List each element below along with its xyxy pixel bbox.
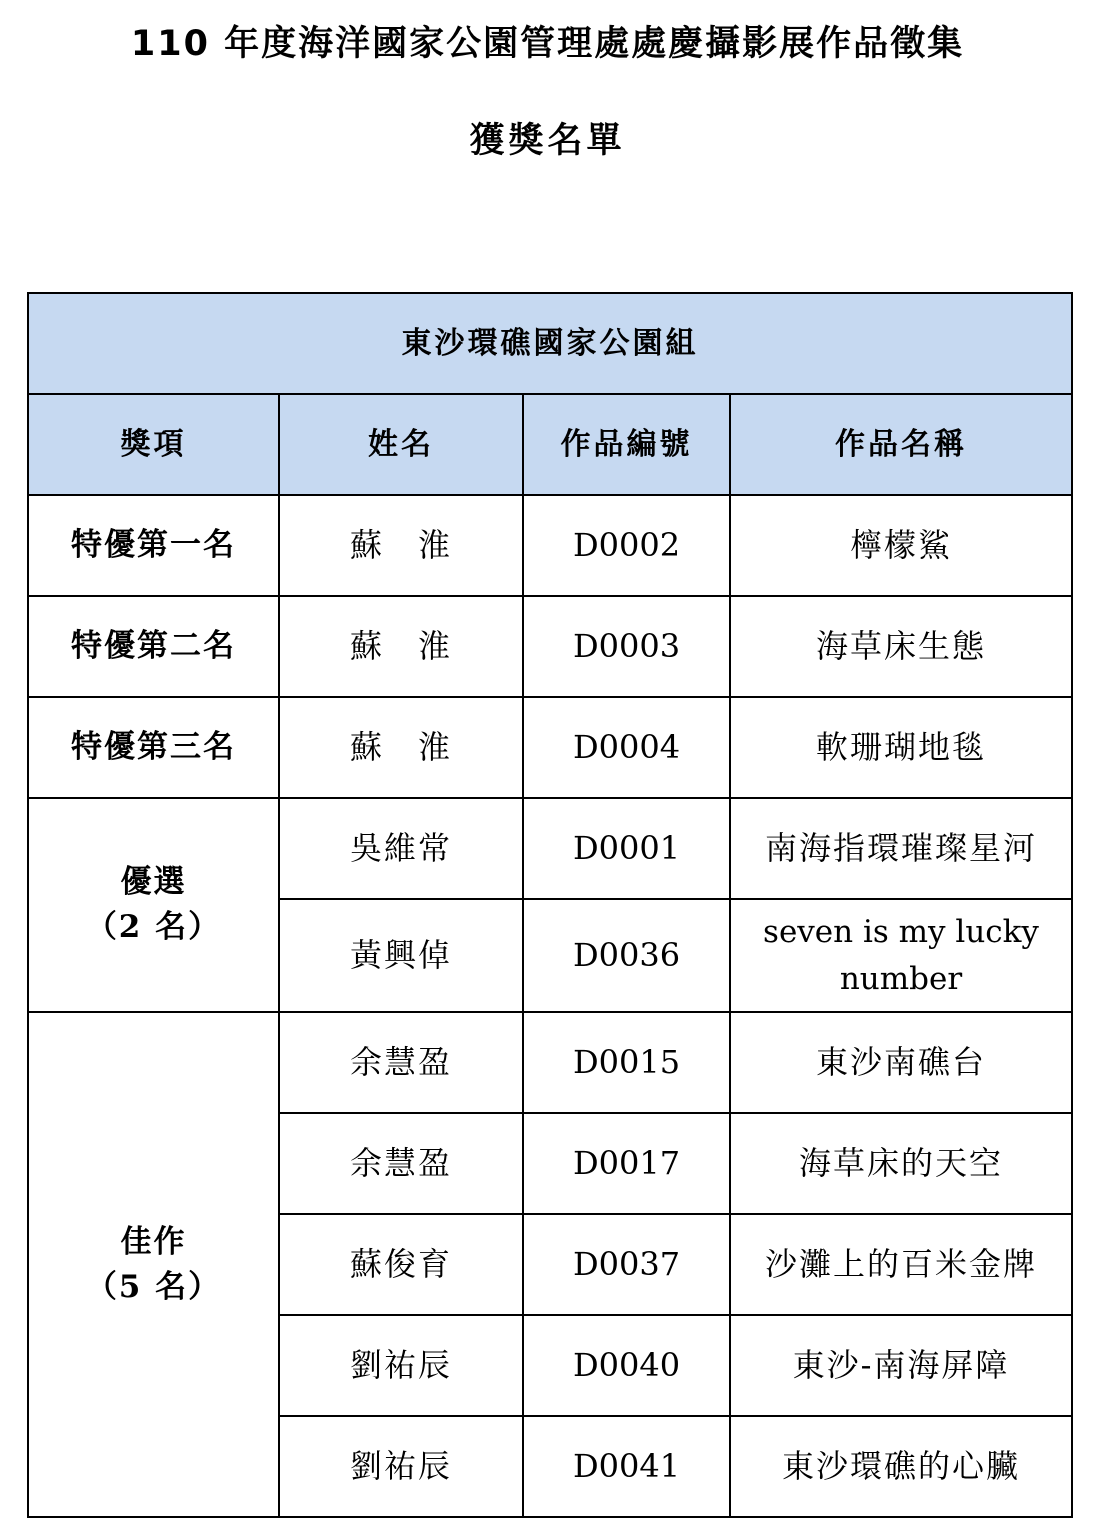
code-cell: D0037 [523, 1214, 730, 1315]
award-cell: 特優第三名 [28, 697, 279, 798]
work-cell: 南海指環璀璨星河 [730, 798, 1072, 899]
merit-label: 優選 [120, 864, 187, 901]
code-cell: D0017 [523, 1113, 730, 1214]
code-cell: D0015 [523, 1012, 730, 1113]
column-header-work: 作品名稱 [730, 394, 1072, 495]
table-row [28, 495, 1072, 596]
merit-count: （2 名） [85, 909, 222, 945]
table-row [28, 1012, 1072, 1113]
code-cell: D0040 [523, 1315, 730, 1416]
document-subtitle: 獲獎名單 [469, 121, 626, 161]
name-cell: 蘇 淮 [279, 495, 523, 596]
column-header-name: 姓名 [279, 394, 523, 495]
merit-award-cell [28, 798, 279, 1012]
work-cell: 海草床的天空 [730, 1113, 1072, 1214]
work-cell: 東沙環礁的心臟 [730, 1416, 1072, 1517]
work-cell: 軟珊瑚地毯 [730, 697, 1072, 798]
code-cell: D0041 [523, 1416, 730, 1517]
column-header-award: 獎項 [28, 394, 279, 495]
award-cell: 特優第一名 [28, 495, 279, 596]
code-cell: D0002 [523, 495, 730, 596]
award-cell: 特優第二名 [28, 596, 279, 697]
table-row [28, 697, 1072, 798]
name-cell: 蘇俊育 [279, 1214, 523, 1315]
name-cell: 劉祐辰 [279, 1315, 523, 1416]
name-cell: 蘇 淮 [279, 697, 523, 798]
honorable-count: （5 名） [85, 1268, 222, 1305]
name-cell: 余慧盈 [279, 1113, 523, 1214]
code-cell: D0001 [523, 798, 730, 899]
work-cell: 東沙-南海屏障 [730, 1315, 1072, 1416]
honorable-label: 佳作 [120, 1223, 187, 1260]
name-cell: 黃興倬 [279, 899, 523, 1012]
honorable-award-cell [28, 1012, 279, 1517]
code-cell: D0004 [523, 697, 730, 798]
work-cell: seven is my lucky number [730, 899, 1072, 1012]
name-cell: 劉祐辰 [279, 1416, 523, 1517]
code-cell: D0036 [523, 899, 730, 1012]
code-cell: D0003 [523, 596, 730, 697]
name-cell: 蘇 淮 [279, 596, 523, 697]
work-cell: 海草床生態 [730, 596, 1072, 697]
name-cell: 吳維常 [279, 798, 523, 899]
work-cell: 沙灘上的百米金牌 [730, 1214, 1072, 1315]
award-table [27, 292, 1073, 1518]
group-heading: 東沙環礁國家公園組 [28, 293, 1072, 394]
document-title: 110 年度海洋國家公園管理處處慶攝影展作品徵集 [130, 24, 965, 64]
column-header-code: 作品編號 [523, 394, 730, 495]
name-cell: 余慧盈 [279, 1012, 523, 1113]
work-cell: 檸檬鯊 [730, 495, 1072, 596]
work-cell: 東沙南礁台 [730, 1012, 1072, 1113]
table-row [28, 798, 1072, 899]
table-row [28, 596, 1072, 697]
